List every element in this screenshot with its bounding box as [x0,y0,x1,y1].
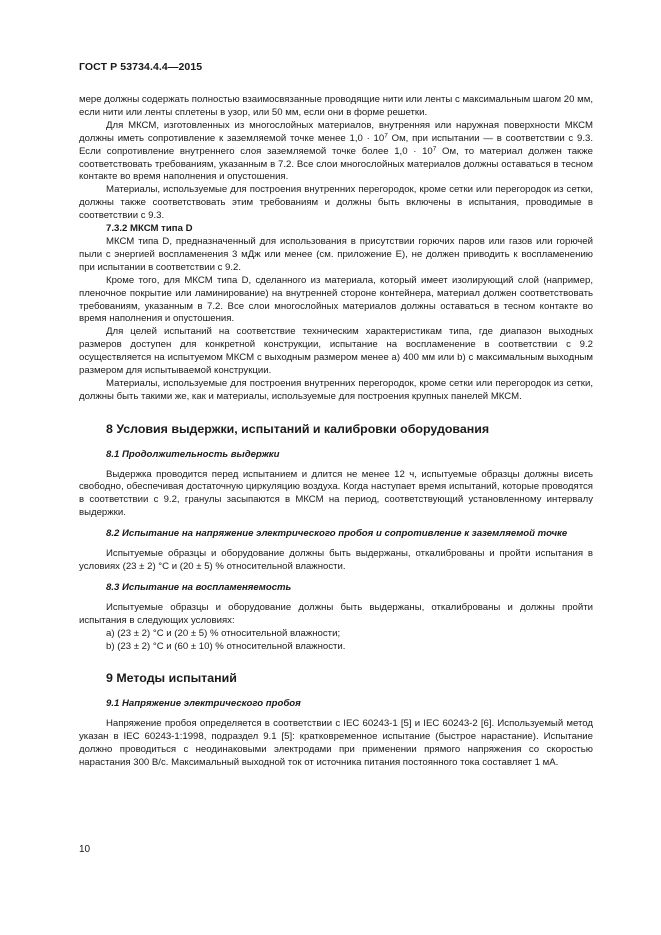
paragraph: МКСМ типа D, предназначенный для использования в присутствии горючих паров или газов или горючей пыли с энергией воспламенения 3 мДж или менее (см. приложение Е), не должен приводить к воспламенению при испытании в соответствии с 9.2. [79,235,593,273]
paragraph: Материалы, используемые для построения внутренних перегородок, кроме сетки или перегородок из сетки, должны также соответствовать этим требованиям и должны быть включены в испытания, проводимые в соответствии с 9.3. [79,184,593,222]
paragraph: Для целей испытаний на соответствие техническим характеристикам типа, где диапазон выходных размеров доступен для конкретной конструкции, испытание на воспламенение в соответствии с 9.2 осуществляется на испытуемом МКСМ с выходным размером менее a) 400 мм или b) с максимальным выходным размером для испытываемой конструкции. [79,326,593,377]
subsection-heading: 8.3 Испытание на воспламеняемость [106,581,292,593]
list-item: a) (23 ± 2) °С и (20 ± 5) % относительной влажности; [106,627,341,639]
paragraph: Испытуемые образцы и оборудование должны быть выдержаны, откалиброваны и должны пройти испытания в следующих условиях: [79,601,593,626]
document-header: ГОСТ Р 53734.4.4—2015 [79,61,203,73]
page-number: 10 [79,844,91,855]
subsection-heading: 8.2 Испытание на напряжение электрического пробоя и сопротивление к заземляемой точке [106,528,568,540]
paragraph: Напряжение пробоя определяется в соответствии с IEC 60243-1 [5] и IEC 60243-2 [6]. Используемый метод указан в IEC 60243-1:1998, подраздел 9.1 [5]: кратковременное испытание (быстрое нарастание). Испытание должно проводиться с неодинаковыми электродами при применении прямого напряжения со скоростью нарастания 300 В/с. Максимальный выходной ток от источника питания постоянного тока составляет 1 мА. [79,718,593,768]
paragraph: Для МКСМ, изготовленных из многослойных материалов, внутренняя или наружная поверхности МКСМ должны иметь сопротивление к заземляемой точке менее $1,0 \cdot 10^7$ Ом, при испытании — в соответствии с 9.3. Если сопротивление внутреннего слоя заземляемой точке более $1,0 \cdot 10^7$ Ом, то материал должен также соответствовать требованиям, указанным в 7.2. Все слои многослойных материалов должны оставаться в тесном контакте во время наполнения и опустошения. [79,119,593,183]
paragraph: Материалы, используемые для построения внутренних перегородок, кроме сетки или перегородок из сетки, должны быть такими же, как и материалы, используемые для построения крупных панелей МКСМ. [79,377,593,402]
list-item: b) (23 ± 2) °С и (60 ± 10) % относительной влажности. [106,640,346,652]
section-heading: 9 Методы испытаний [106,671,237,686]
subsection-heading: 8.1 Продолжительность выдержки [106,448,280,460]
paragraph: мере должны содержать полностью взаимосвязанные проводящие нити или ленты с максимальным шагом 20 мм, если нити или ленты сплетены в узор, или 50 мм, если они в форме решетки. [79,94,593,118]
section-heading: 8 Условия выдержки, испытаний и калибровки оборудования [106,421,490,436]
paragraph: Испытуемые образцы и оборудование должны быть выдержаны, откалиброваны и пройти испытания в условиях (23 ± 2) °С и (20 ± 5) % относительной влажности. [79,548,593,572]
subsection-heading: 7.3.2 МКСМ типа D [106,223,193,235]
document-body [79,94,593,770]
paragraph: Выдержка проводится перед испытанием и длится не менее 12 ч, испытуемые образцы должны висеть свободно, обеспечивая достаточную циркуляцию воздуха. Когда наступает время испытаний, которые проводятся в соответствии с 9.2, гранулы засыпаются в МКСМ на период, соответствующий установленному интервалу выдержки. [79,468,593,519]
subsection-heading: 9.1 Напряжение электрического пробоя [106,698,301,710]
paragraph: Кроме того, для МКСМ типа D, сделанного из материала, который имеет изолирующий слой (например, пленочное покрытие или ламинирование) на внутренней стороне контейнера, материал должен соответствовать требованиям, указанным в 7.2. Все слои многослойных материалов должны оставаться в тесном контакте во время наполнения и опустошения. [79,274,593,325]
